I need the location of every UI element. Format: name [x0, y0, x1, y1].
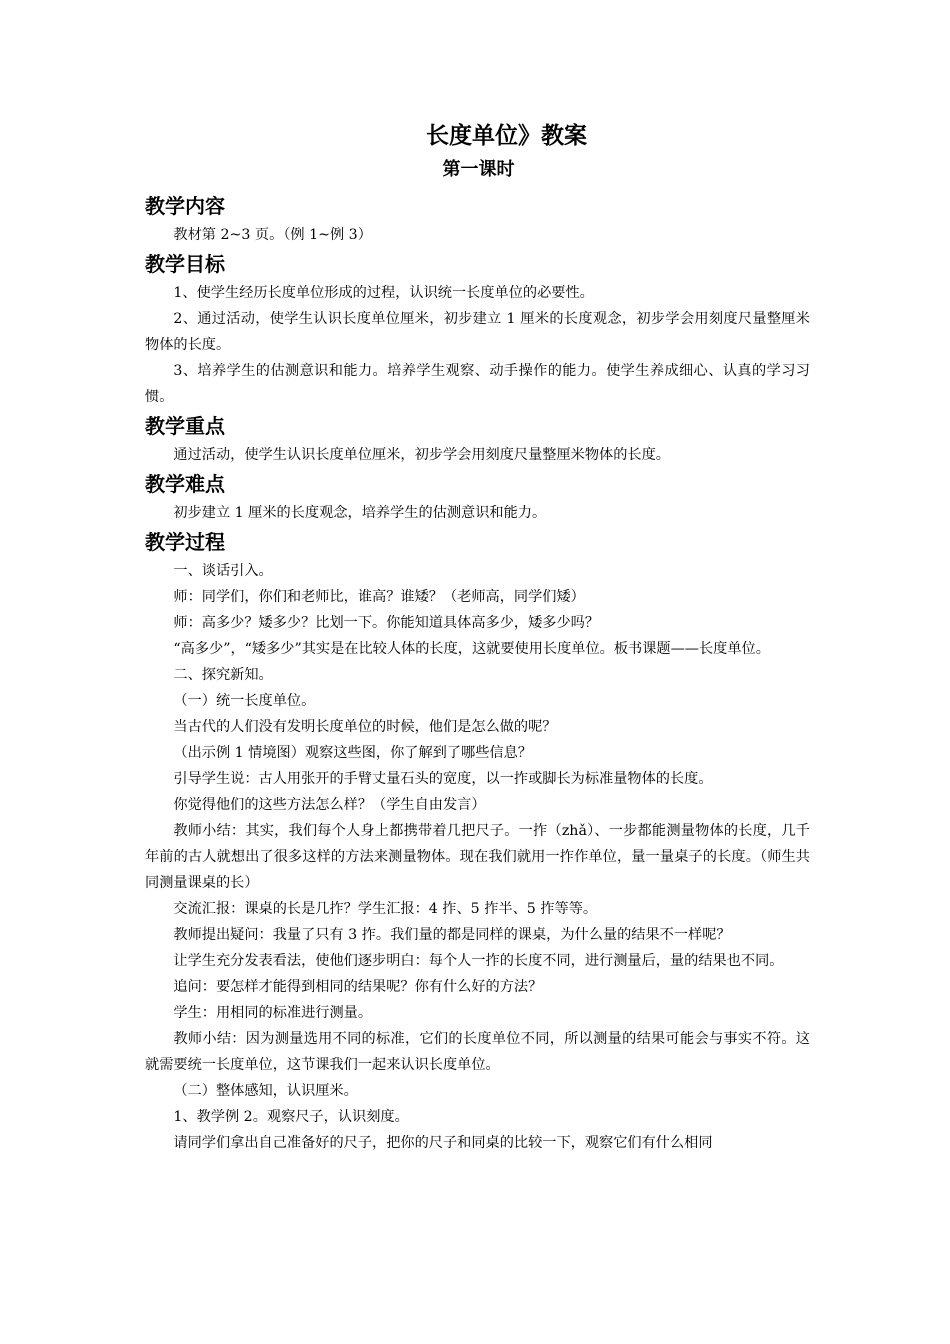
- paragraph: 1、使学生经历长度单位形成的过程，认识统一长度单位的必要性。: [173, 285, 594, 301]
- paragraph: 教材第 2~3 页。（例 1~例 3）: [173, 227, 372, 243]
- paragraph: 教师小结：因为测量选用不同的标准，它们的长度单位不同，所以测量的结果可能会与事实不符。这就需要统一长度单位，这节课我们一起来认识长度单位。: [145, 1031, 810, 1073]
- paragraph: “高多少”，“矮多少”其实是在比较人体的长度，这就要使用长度单位。板书课题——长度单位。: [173, 641, 770, 657]
- lesson-subtitle: 第一课时: [442, 159, 515, 180]
- section-heading-difficulties: 教学难点: [145, 472, 225, 496]
- paragraph: 当古代的人们没有发明长度单位的时候，他们是怎么做的呢？: [173, 719, 557, 735]
- section-heading-process: 教学过程: [145, 530, 225, 554]
- paragraph: 让学生充分发表看法，使他们逐步明白：每个人一拃的长度不同，进行测量后，量的结果也不同。: [173, 953, 784, 969]
- paragraph: 师：高多少？矮多少？比划一下。你能知道具体高多少，矮多少吗？: [173, 615, 600, 631]
- paragraph: 请同学们拿出自己准备好的尺子，把你的尺子和同桌的比较一下，观察它们有什么相同: [173, 1135, 713, 1151]
- paragraph: 你觉得他们的这些方法怎么样？（学生自由发言）: [173, 797, 486, 813]
- paragraph: （一）统一长度单位。: [173, 693, 316, 709]
- paragraph: 追问：要怎样才能得到相同的结果呢？你有什么好的方法？: [173, 979, 543, 995]
- section-heading-key-points: 教学重点: [145, 414, 225, 438]
- paragraph: 初步建立 1 厘米的长度观念，培养学生的估测意识和能力。: [173, 505, 547, 521]
- paragraph: 二、探究新知。: [173, 667, 273, 683]
- paragraph: 1、教学例 2。观察尺子，认识刻度。: [173, 1109, 409, 1125]
- paragraph: 教师提出疑问：我量了只有 3 拃。我们量的都是同样的课桌，为什么量的结果不一样呢？: [173, 927, 731, 943]
- paragraph: 引导学生说：古人用张开的手臂丈量石头的宽度，以一拃或脚长为标准量物体的长度。: [173, 771, 713, 787]
- paragraph: 2、通过活动，使学生认识长度单位厘米，初步建立 1 厘米的长度观念，初步学会用刻度尺量整厘米物体的长度。: [145, 311, 810, 353]
- paragraph: 交流汇报：课桌的长是几拃？学生汇报：4 拃、5 拃半、5 拃等等。: [173, 901, 598, 917]
- paragraph: 3、培养学生的估测意识和能力。培养学生观察、动手操作的能力。使学生养成细心、认真的学习习惯。: [145, 363, 810, 405]
- paragraph: 通过活动，使学生认识长度单位厘米，初步学会用刻度尺量整厘米物体的长度。: [173, 447, 670, 463]
- document-page: [145, 118, 810, 1156]
- paragraph: 学生：用相同的标准进行测量。: [173, 1005, 373, 1021]
- section-heading-content: 教学内容: [145, 194, 225, 218]
- paragraph: 一、谈话引入。: [173, 563, 273, 579]
- paragraph: 教师小结：其实，我们每个人身上都携带着几把尺子。一拃（zhǎ）、一步都能测量物体的长度，几千年前的古人就想出了很多这样的方法来测量物体。现在我们就用一拃作单位，量一量桌子的长度。（师生共同测量课桌的长）: [145, 823, 810, 891]
- paragraph: （二）整体感知，认识厘米。: [173, 1083, 358, 1099]
- document-title: 长度单位》教案: [426, 123, 587, 149]
- paragraph: （出示例 1 情境图）观察这些图，你了解到了哪些信息？: [173, 745, 532, 761]
- paragraph: 师：同学们，你们和老师比，谁高？谁矮？（老师高，同学们矮）: [173, 589, 585, 605]
- section-heading-objectives: 教学目标: [145, 252, 225, 276]
